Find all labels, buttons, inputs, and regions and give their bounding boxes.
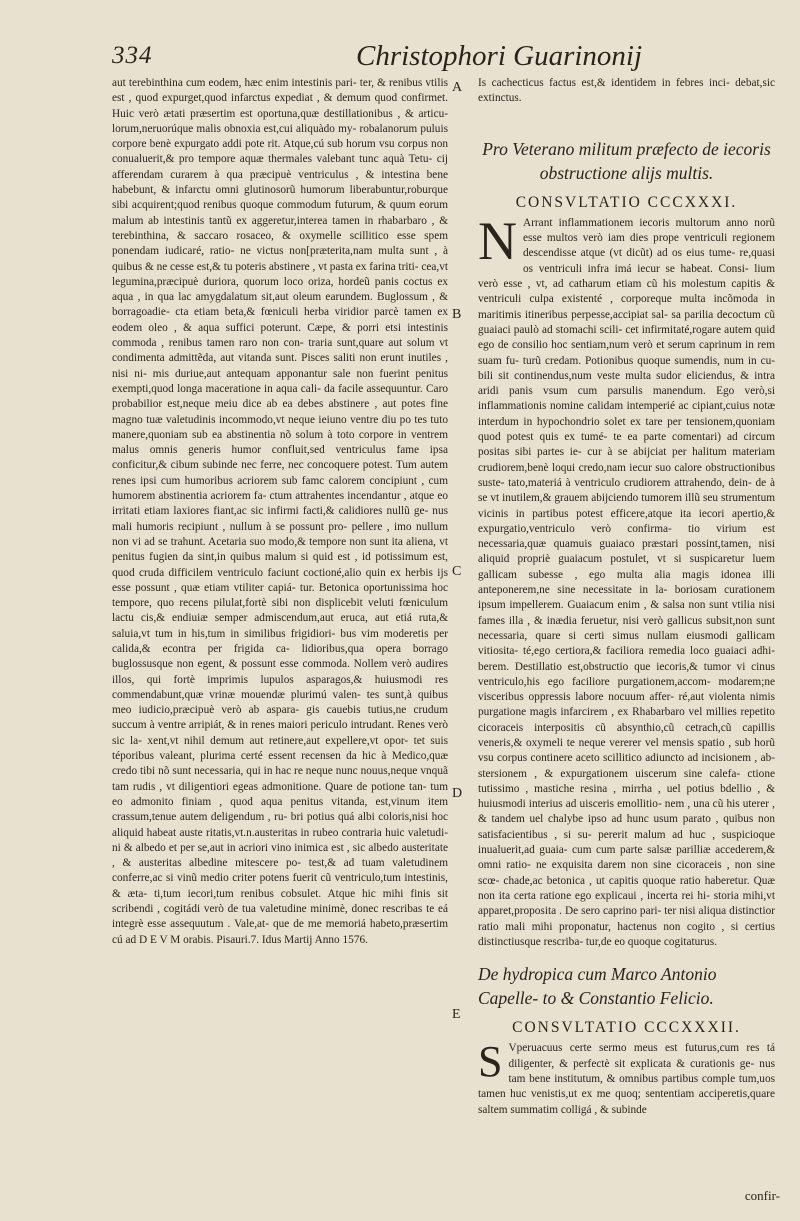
consultation-subject-2: De hydropica cum Marco Antonio Capelle- to & Constantio Felicio.: [478, 964, 717, 1009]
left-column: [112, 76, 448, 948]
consultation-subject-1: Pro Veterano militum præfecto de iecoris obstructione alijs multis.: [482, 138, 771, 183]
margin-letter-e: E: [452, 1007, 461, 1022]
right-column: [478, 76, 775, 1118]
consultation-intro: Is cachecticus factus est,& identidem in febres inci- debat,sic extinctus.: [478, 77, 775, 105]
consultation-text-2: Vperuacuus certe sermo meus est futurus,cum res tá diligenter, & perfectè sit explicata & curationis ge- nus tam bene institutum, & omnibus partibus comple tum,uos tamen huc venistis,ut ex me quoq; sententiam acciperetis,quare saltem summatim colligá , & subinde: [478, 1042, 775, 1116]
consultation-body-1: [478, 210, 775, 950]
margin-letter-d: D: [452, 786, 463, 801]
consultation-body-2: [478, 1037, 775, 1117]
margin-letter-b: B: [452, 307, 462, 322]
page-header: [0, 38, 800, 78]
margin-letter-c: C: [452, 564, 462, 579]
drop-cap-letter: N: [478, 210, 517, 271]
catchword: confir-: [744, 1188, 780, 1203]
left-column-text: aut terebinthina cum eodem, hæc enim intestinis pari- ter, & renibus vtilis est , quod expurget,quod infarctus expediat , & demum quod confirmet. Huic verò ætati præsertim est oportuna,quæ destillationibus , & articu- lorum,neruorúque malis obnoxia est,cui aliquàdo my- robalanorum puluis corpore benè expurgato addi pote rit. Atque,cú sub horum vsu corpus non conualuerit,& pro tempore aquæ thermales valebant tunc aquà Tetu- cij afferendam curarem à qua præcipuè ventriculus , & intestina bene habebunt, & infarctu omni glutinosorũ humorum liberabuntur,roburque sibi acquirent;quod renibus quoque commodum futurum, & quum eorum malum ab intestinis tantũ ex aggeretur,interea tamen in rhabarbaro , & terebinthina, & saccaro rosaceo, & oxymelle scillitico esse spem ponendam iudicaré, ratio- ne victus non[præterita,nam multa sunt , à quibus & ne cesse est,& tu poteris abstinere , vt pasta ex farina triti- cea,vt legumina,præcipuè duriora, quorum loco oriza, hordeũ panis coctus ex aqua , in qua lac amygdalatum sit,aut oleum earundem. Buglossum , & borragoadie- cta etiam beta,& fœniculi herba viridior parcè tamen ex eodem oleo , & aqua suffici poterunt. Cæpe, & porri etsi intestinis commoda , renibus tamen raro non con- traria sunt,quare aut solum vt condimenta admittẽda, aut vitanda sunt. Pisces saliti non erunt inutiles , nisi ni- mis duriue,aut antequam apponantur sale non fuerint penitus exempti,quod longa maceratione in aqua cali- da facile assequuntur. Caro probabilior est,neque meiu dice ab ea debes abstinere , aut potes fine magno tuæ valetudinis incommodo,vt neque ieiuno ventre diu po tes tuto manere,quoniam sub ea abstinentia nõ solum à toto corpore in ventrem malus omnis generis humor confluit,sed ventriculus fame ipsa conficitur,& cibum subinde nec ferre, nec concoquere potest. Tum autem renes ipsi cum humoribus acriorem sub famc calorem concipiunt , cum humorem abstinentia acriorem fa- ctum attrahentes incendantur , atque eo irritati etiam laxiores fiant,ac sic infirmi facti,& calidiores nullũ ge- nus mali humoris recipiunt , nullum à se possunt pro- pellere , imo nullum non vi ad se trahunt. Acetaria suo modo,& tempore non sunt ita aliena, vt penitus fugien da sint,in quibus malum si quid est , id potissimum est, quod cruda difficilem ventriculo faciunt coctioné,alio quin ex herbis ijs esse possunt , quæ etiam vtiliter capiá- tur. Betonica oportunissima hoc tempore, quo recens pilulat,fortè sibi non displicebit veluti fœniculum lactu cis,& endiuiæ semper admiscendum,aut eruca, aut etiá ruta,& saluia,vt tum in his,tum in similibus frigidiori- bus vim moderetis per calida,& econtra per frigida ca- lidioribus,qua opera borrago buglossusque non egent, & possunt esse commoda. Nollem verò audires illos, qui fortè imprimis lupulos asparagos,& huiusmodi res commendabunt,quæ vrinæ mouendæ plurimú valen- tes sunt,à quibus meo iudicio,præcipuè verò ab aspara- gis cauebis tutius,ne crudum succum à ventre arripiát, & in renes maiori periculo intrudant. Renes verò sic la- xent,vt nihil demum aut retinere,aut expellere,vt opor- tet suis téporibus valeant, plurima certé essent recensen da hic à Medico,quæ credo tibi nõ sunt necessaria, qui in hac re neque nunc nouus,neque vnquã tam rudis , vt diligentiori egeas admonitione. Quare de potione tan- tum eo admonito finiam , quod aqua penitus vitanda, est,vinum item crassum,tenue autem deligendum , ru- bri potius quá albi coloris,nisi hoc aliquid habeat auste ritatis,vt.n.austeritas in rubeo contraria huic valetudi- ni & albedo et per se,aut in acriori vino inimica est , sic albedo austeritate , & austeritas albedine mitescere po- test,& ad tuam valetudinem conferre,ac si vinũ medio criter potens fuerit cũ ventriculo,tum intestinis, & æta- ti,tum iecori,tum renibus cobsulet. Atque hic mihi finis sit scribendi , cogitádi verò de tua valetudine minimè, donec rescribas te eá integrè esse assequutum . Vale,at- que de me memoriá habeto,præsertim cú ad D E V M orabis. Pisauri.7. Idus Martij Anno 1576.: [112, 77, 448, 946]
consultation-heading-2: CONSVLTATIO CCCXXXII.: [512, 1019, 741, 1037]
running-head: Christophori Guarinonij: [356, 40, 643, 72]
page-number: 334: [112, 42, 153, 69]
drop-cap-letter: S: [478, 1037, 503, 1087]
consultation-heading-1: CONSVLTATIO CCCXXXI.: [515, 193, 738, 211]
margin-letter-a: A: [452, 80, 463, 95]
consultation-text-1: Arrant inflammationem iecoris multorum anno norũ esse multos verò iam dies prope ventriculi regionem descendisse atque (vt dicũt) ad os eius tume- re,quasi os ventriculi infra imá iecur se habeat. Consi- lium verò esse , vt, ad catharum etiam cũ his molestum capitis & ventriculi culpa existenté , corporeque multa incõmoda in maritimis itineribus perpesse,accipiat sal- sa parilia decoctum cũ guaiaci paulò ad stomachi scili- cet infirmitaté,rogare autem quid ego de consilio hoc sentiam,num verò et serum caprinum in rem suam fu- turũ credam. Potionibus quoque sumendis, num in cu- bili sit continendus,num veste multa sudor eliciendus, & intra aridi panis vsum cum parsulis manendum. Ego verò,si inflammationis nomine calidam intemperié ac cipiant,cuius notæ interdum in hypochondrio solet ex tare per tensionem,quoniam quod potest quis ex tumé- te ea parte comentari) ad circum positas sibi partes ie- cur à se abijciat per halitum materiam crudiorem,benè loqui credo,nam iecur suo calore obstructionibus suste- tato,materiá à ventriculo crudiorem attrahendo, dein- de à se vt inutilem,& grauem abijciendo tumorem illũ seu strumentum vicinis in partibus potest efficere,atque ita iecori apertio,& expurgatio,ventriculo verò confirma- tio virium est necessaria,quæ quamuis guaiaco præstari possint,tamen, nisi aliquid propriè guaiacum postulet, vt si suspicaretur luem gallicam subesse , ego multa alia magis idonea illi anteponerem,ne sine necessitate in la- boriosam curationem ipsum impellerem. Guaiacum enim , & salsa non sunt vtilia nisi fames illa , & inædia feruetur, nisi verò gallicus subsit,non sunt necessaria, quare si certi simus nullam eiusmodi gallicam vitiosita- té,ego certiora,& faciliora remedia loco guaiaci adhi- berem. Destillatio est,obstructio que iecoris,& tumor vi cinus ventriculo,his ego faciliore purgationem,accom- modarem;ne visceribus oppressis labore nocuum affer- ré,aut violenta nimis purgatione magis infarcirem , ex Rhabarbaro vel millies repetito cicoraceis interpositis cũ absynthio,cũ cetrach,cũ capillis veneris,& oxymeli te neque vererer vel mensis spatio , sub horũ vsu corpus continere aceto scillitico adiuncto ad incisionem , ab- stersionem , & expurgationem uiscerum sine calefa- ctione tutissimo , mastiche resina , mirrha , uel potius bdellio , & huiusmodi interius ad uisceris emollitio- nem , una cũ his uterer , & tandem uel chalybe ipso ad hunc usum parato , quibus non satisfacientibus , si su- pererit malum ad huc , suspicioque inualuerit,ad guaia- cum cum parte salsæ parilliæ accederem,& omni ratio- ne exquisita darem non sine cicoraceis , non sine scœ- chade,ac betonica , ut capitis quoque ratio haberetur. Quæ non ita certa ratione ego explicaui , incerta rei hi- storia mihi,vt apparet,proposita . De sero caprino pari- ter nisi aliqua distinctior ratio mali mihi proponatur, hactenus non cogito , si certius distinctiusque rescriba- tur,de eo quoque cogitaturus.: [478, 216, 775, 948]
